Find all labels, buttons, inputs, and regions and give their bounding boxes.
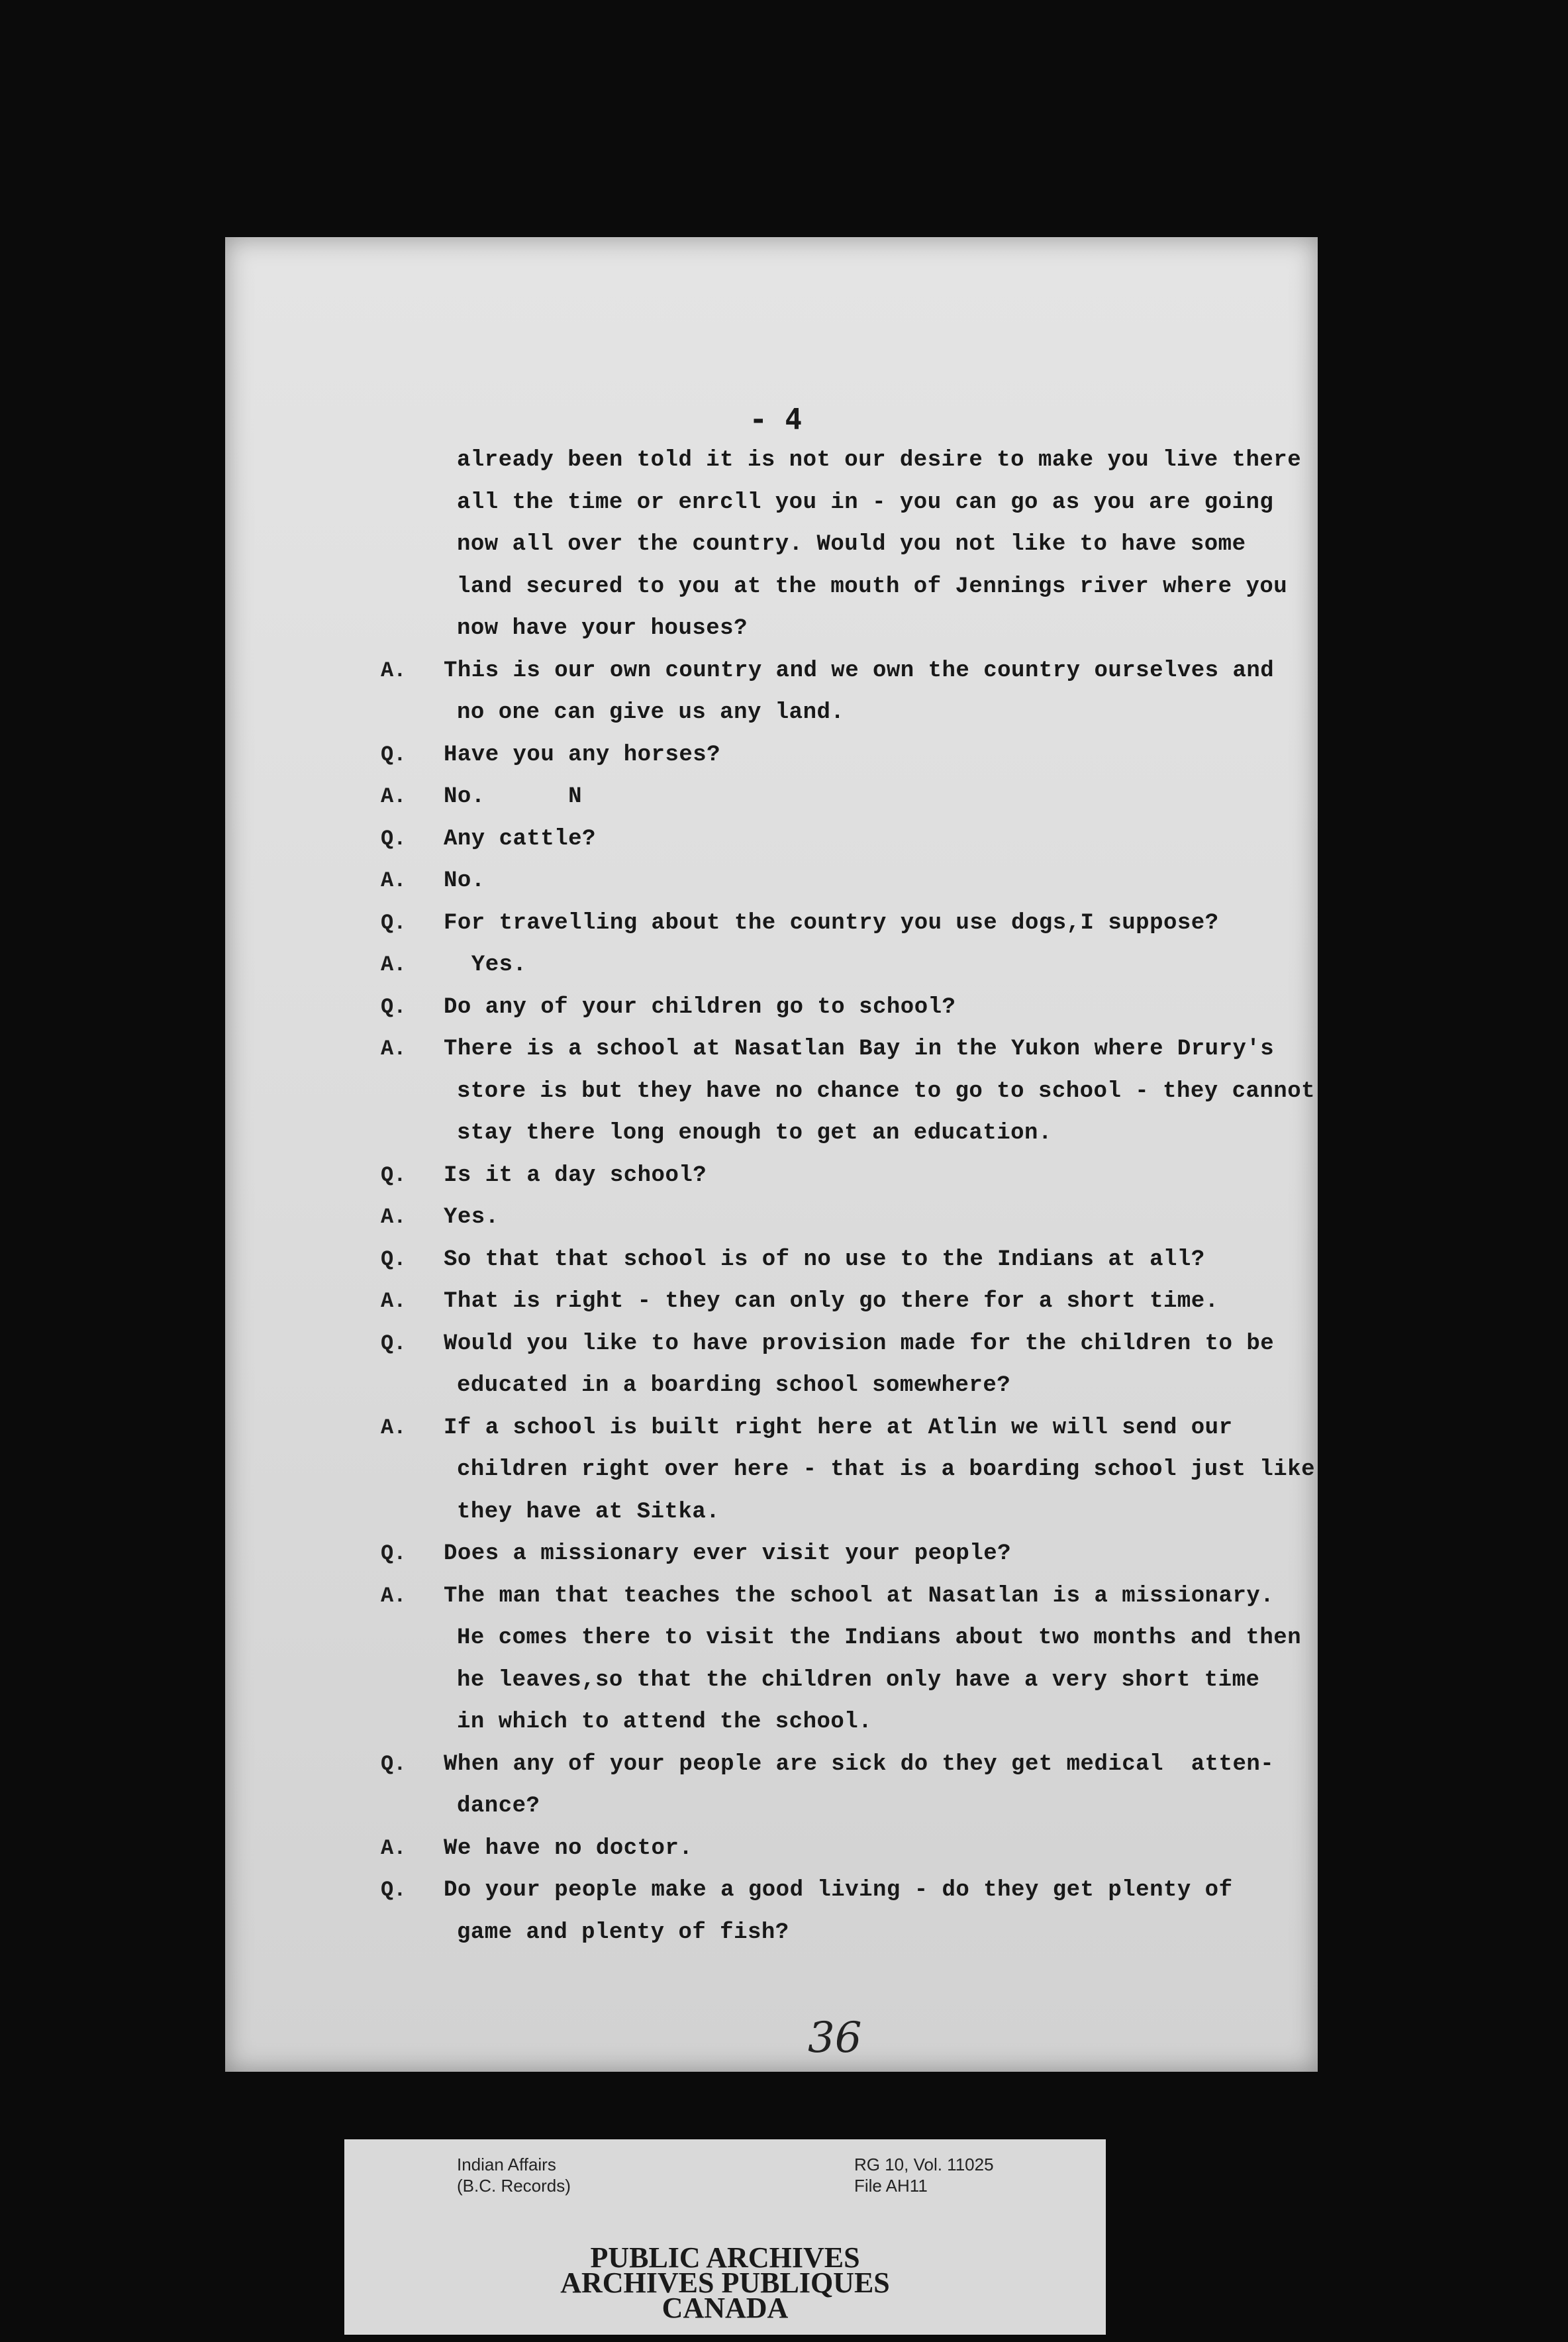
document-page <box>225 237 1318 2072</box>
stamp-line: ARCHIVES PUBLIQUES <box>560 2266 890 2299</box>
transcript-line: No. N <box>444 784 583 809</box>
speaker-marker: A. <box>381 1583 407 1608</box>
archives-stamp <box>344 2241 1106 2324</box>
transcript-line: land secured to you at the mouth of Jennings river where you <box>457 574 1288 599</box>
transcript-line: If a school is built right here at Atlin we will send our <box>444 1415 1233 1441</box>
speaker-marker: A. <box>381 1289 407 1313</box>
speaker-marker: A. <box>381 1415 407 1440</box>
transcript-line: Is it a day school? <box>444 1162 707 1188</box>
archive-label-reference <box>854 2154 994 2196</box>
speaker-marker: Q. <box>381 910 407 935</box>
transcript-line: Do your people make a good living - do they get plenty of <box>444 1878 1233 1903</box>
archive-label <box>344 2139 1106 2335</box>
speaker-marker: A. <box>381 1205 407 1229</box>
transcript-line: No. <box>444 868 485 893</box>
speaker-marker: Q. <box>381 994 407 1019</box>
transcript-line: game and plenty of fish? <box>457 1919 789 1945</box>
speaker-marker: Q. <box>381 1247 407 1272</box>
page-number: - 4 <box>750 403 803 436</box>
transcript-line: Yes. <box>444 952 527 978</box>
speaker-marker: Q. <box>381 742 407 767</box>
transcript-line: now have your houses? <box>457 616 748 641</box>
transcript-line: already been told it is not our desire to make you live there <box>457 448 1302 473</box>
speaker-marker: Q. <box>381 1162 407 1188</box>
speaker-marker: Q. <box>381 826 407 851</box>
transcript-line: he leaves,so that the children only have a very short time <box>457 1667 1260 1693</box>
transcript-line: He comes there to visit the Indians about two months and then <box>457 1625 1302 1651</box>
transcript-line: now all over the country. Would you not like to have some <box>457 532 1246 557</box>
transcript-line: no one can give us any land. <box>457 700 845 725</box>
transcript-line: in which to attend the school. <box>457 1709 873 1735</box>
transcript-line: Does a missionary ever visit your people? <box>444 1541 1012 1566</box>
archive-label-reference-line: RG 10, Vol. 11025 <box>854 2155 994 2174</box>
speaker-marker: A. <box>381 1835 407 1860</box>
transcript-line: Any cattle? <box>444 826 596 852</box>
transcript-line: store is but they have no chance to go to school - they cannot <box>457 1078 1316 1104</box>
transcript-line: When any of your people are sick do they get medical atten- <box>444 1751 1275 1777</box>
transcript-line: Do any of your children go to school? <box>444 994 956 1020</box>
archive-label-series-line: Indian Affairs <box>457 2155 556 2174</box>
transcript-line: they have at Sitka. <box>457 1499 720 1525</box>
folio-number: 36 <box>808 2013 862 2062</box>
speaker-marker: A. <box>381 868 407 893</box>
speaker-marker: Q. <box>381 1331 407 1356</box>
speaker-marker: A. <box>381 658 407 683</box>
speaker-marker: A. <box>381 952 407 977</box>
transcript-line: There is a school at Nasatlan Bay in the Yukon where Drury's <box>444 1037 1275 1062</box>
transcript-line: We have no doctor. <box>444 1835 693 1861</box>
speaker-marker: Q. <box>381 1541 407 1566</box>
speaker-marker: Q. <box>381 1878 407 1902</box>
transcript-line: Would you like to have provision made for the children to be <box>444 1331 1275 1356</box>
transcript-line: The man that teaches the school at Nasatlan is a missionary. <box>444 1583 1275 1609</box>
transcript-line: stay there long enough to get an education. <box>457 1121 1052 1146</box>
archive-label-series-line: (B.C. Records) <box>457 2176 571 2196</box>
speaker-marker: A. <box>381 784 407 809</box>
transcript-line: This is our own country and we own the country ourselves and <box>444 658 1275 684</box>
stamp-line: CANADA <box>662 2292 789 2324</box>
transcript-line: Have you any horses? <box>444 742 721 768</box>
speaker-marker: Q. <box>381 1751 407 1776</box>
transcript-line: educated in a boarding school somewhere? <box>457 1373 1011 1398</box>
stamp-line: PUBLIC ARCHIVES <box>590 2241 860 2274</box>
transcript-line: That is right - they can only go there for a short time. <box>444 1289 1219 1314</box>
archive-label-reference-line: File AH11 <box>854 2176 928 2196</box>
transcript-line: children right over here - that is a boarding school just like <box>457 1457 1316 1482</box>
transcript-line: all the time or enrcll you in - you can go as you are going <box>457 489 1274 515</box>
archive-label-series <box>457 2154 571 2196</box>
transcript-line: For travelling about the country you use dogs,I suppose? <box>444 910 1219 936</box>
speaker-marker: A. <box>381 1037 407 1061</box>
transcript-line: Yes. <box>444 1205 499 1230</box>
transcript-line: So that that school is of no use to the Indians at all? <box>444 1247 1205 1272</box>
transcript-line: dance? <box>457 1794 540 1819</box>
